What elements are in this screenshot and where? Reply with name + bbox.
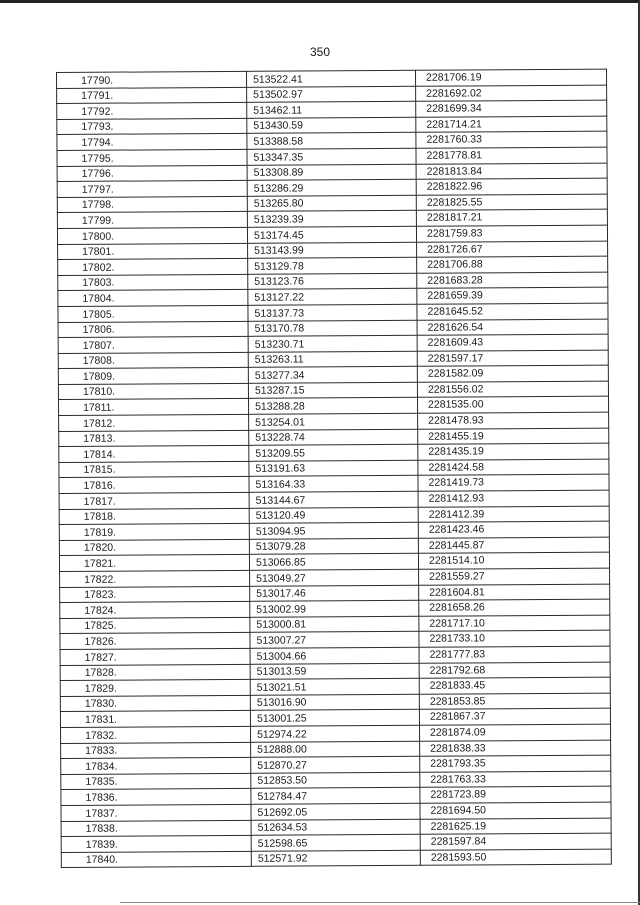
northing-cell: 2281604.81 [419, 584, 610, 601]
northing-cell: 2281838.33 [420, 740, 611, 757]
easting-cell: 513049.27 [250, 569, 419, 586]
easting-cell: 512571.92 [251, 850, 420, 867]
easting-cell: 513462.11 [247, 101, 416, 118]
northing-cell: 2281833.45 [419, 677, 610, 694]
easting-cell: 512784.47 [251, 788, 420, 805]
easting-cell: 513286.29 [247, 179, 416, 196]
easting-cell: 513522.41 [246, 70, 415, 87]
northing-cell: 2281514.10 [418, 553, 609, 570]
northing-cell: 2281723.89 [420, 786, 611, 803]
easting-cell: 513164.33 [249, 476, 418, 493]
easting-cell: 513000.81 [250, 616, 419, 633]
point-number-cell: 17840. [61, 851, 251, 868]
point-number-cell: 17822. [60, 570, 250, 587]
easting-cell: 513430.59 [247, 117, 416, 134]
northing-cell: 2281778.81 [416, 147, 607, 164]
northing-cell: 2281582.09 [417, 365, 608, 382]
easting-cell: 513013.59 [250, 663, 419, 680]
point-number-cell: 17824. [60, 602, 250, 619]
point-number-cell: 17819. [59, 524, 249, 541]
easting-cell: 513254.01 [249, 413, 418, 430]
northing-cell: 2281625.19 [420, 818, 611, 835]
point-number-cell: 17806. [58, 321, 248, 338]
point-number-cell: 17793. [57, 118, 247, 135]
easting-cell: 513265.80 [247, 195, 416, 212]
northing-cell: 2281559.27 [419, 568, 610, 585]
easting-cell: 513144.67 [249, 491, 418, 508]
page-number: 350 [309, 45, 331, 59]
easting-cell: 513191.63 [249, 460, 418, 477]
northing-cell: 2281683.28 [417, 272, 608, 289]
easting-cell: 513174.45 [247, 226, 416, 243]
easting-cell: 513004.66 [250, 647, 419, 664]
point-number-cell: 17791. [57, 87, 247, 104]
northing-cell: 2281777.83 [419, 646, 610, 663]
easting-cell: 512634.53 [251, 819, 420, 836]
point-number-cell: 17797. [57, 180, 247, 197]
easting-cell: 513127.22 [248, 289, 417, 306]
point-number-cell: 17834. [61, 757, 251, 774]
northing-cell: 2281706.19 [415, 69, 606, 86]
point-number-cell: 17798. [57, 196, 247, 213]
point-number-cell: 17816. [59, 477, 249, 494]
northing-cell: 2281714.21 [416, 116, 607, 133]
point-number-cell: 17825. [60, 617, 250, 634]
point-number-cell: 17839. [61, 835, 251, 852]
point-number-cell: 17796. [57, 165, 247, 182]
point-number-cell: 17800. [57, 227, 247, 244]
easting-cell: 512598.65 [251, 834, 420, 851]
point-number-cell: 17792. [57, 103, 247, 120]
northing-cell: 2281455.19 [418, 428, 609, 445]
point-number-cell: 17801. [58, 243, 248, 260]
northing-cell: 2281793.35 [420, 755, 611, 772]
easting-cell: 513388.58 [247, 133, 416, 150]
easting-cell: 513001.25 [250, 710, 419, 727]
point-number-cell: 17837. [61, 804, 251, 821]
scan-border-top [0, 0, 640, 3]
easting-cell: 512974.22 [251, 725, 420, 742]
easting-cell: 513021.51 [250, 678, 419, 695]
easting-cell: 513230.71 [248, 335, 417, 352]
point-number-cell: 17829. [60, 679, 250, 696]
northing-cell: 2281423.46 [418, 521, 609, 538]
northing-cell: 2281706.88 [417, 256, 608, 273]
point-number-cell: 17803. [58, 274, 248, 291]
northing-cell: 2281419.73 [418, 475, 609, 492]
easting-cell: 513094.95 [249, 523, 418, 540]
easting-cell: 513308.89 [247, 164, 416, 181]
northing-cell: 2281597.84 [420, 833, 611, 850]
northing-cell: 2281645.52 [417, 303, 608, 320]
easting-cell: 513120.49 [249, 507, 418, 524]
point-number-cell: 17794. [57, 134, 247, 151]
easting-cell: 513228.74 [249, 429, 418, 446]
easting-cell: 513502.97 [247, 86, 416, 103]
northing-cell: 2281759.83 [416, 225, 607, 242]
point-number-cell: 17814. [59, 446, 249, 463]
northing-cell: 2281659.39 [417, 287, 608, 304]
easting-cell: 513129.78 [248, 257, 417, 274]
point-number-cell: 17810. [58, 383, 248, 400]
point-number-cell: 17812. [59, 414, 249, 431]
northing-cell: 2281535.00 [417, 397, 608, 414]
scan-border-bottom [120, 902, 640, 903]
point-number-cell: 17830. [60, 695, 250, 712]
point-number-cell: 17807. [58, 336, 248, 353]
easting-cell: 513016.90 [250, 694, 419, 711]
point-number-cell: 17820. [59, 539, 249, 556]
northing-cell: 2281593.50 [420, 849, 611, 866]
easting-cell: 513007.27 [250, 632, 419, 649]
point-number-cell: 17827. [60, 648, 250, 665]
point-number-cell: 17813. [59, 430, 249, 447]
northing-cell: 2281597.17 [417, 350, 608, 367]
northing-cell: 2281726.67 [417, 241, 608, 258]
point-number-cell: 17817. [59, 492, 249, 509]
easting-cell: 513209.55 [249, 445, 418, 462]
northing-cell: 2281760.33 [416, 132, 607, 149]
northing-cell: 2281699.34 [416, 100, 607, 117]
point-number-cell: 17826. [60, 633, 250, 650]
northing-cell: 2281717.10 [419, 615, 610, 632]
easting-cell: 512692.05 [251, 803, 420, 820]
northing-cell: 2281658.26 [419, 599, 610, 616]
easting-cell: 513347.35 [247, 148, 416, 165]
easting-cell: 513288.28 [248, 398, 417, 415]
point-number-cell: 17836. [61, 789, 251, 806]
point-number-cell: 17831. [60, 711, 250, 728]
northing-cell: 2281626.54 [417, 319, 608, 336]
northing-cell: 2281556.02 [417, 381, 608, 398]
point-number-cell: 17833. [61, 742, 251, 759]
point-number-cell: 17821. [59, 555, 249, 572]
point-number-cell: 17802. [58, 258, 248, 275]
point-number-cell: 17828. [60, 664, 250, 681]
point-number-cell: 17838. [61, 820, 251, 837]
easting-cell: 513137.73 [248, 304, 417, 321]
easting-cell: 513170.78 [248, 320, 417, 337]
point-number-cell: 17811. [59, 399, 249, 416]
northing-cell: 2281424.58 [418, 459, 609, 476]
point-number-cell: 17805. [58, 305, 248, 322]
easting-cell: 512870.27 [251, 756, 420, 773]
point-number-cell: 17795. [57, 149, 247, 166]
northing-cell: 2281763.33 [420, 771, 611, 788]
northing-cell: 2281792.68 [419, 662, 610, 679]
northing-cell: 2281874.09 [419, 724, 610, 741]
northing-cell: 2281412.39 [418, 506, 609, 523]
point-number-cell: 17815. [59, 461, 249, 478]
easting-cell: 512888.00 [251, 741, 420, 758]
northing-cell: 2281817.21 [416, 209, 607, 226]
northing-cell: 2281609.43 [417, 334, 608, 351]
easting-cell: 513066.85 [249, 554, 418, 571]
easting-cell: 513239.39 [247, 211, 416, 228]
point-number-cell: 17804. [58, 290, 248, 307]
point-number-cell: 17823. [60, 586, 250, 603]
easting-cell: 513123.76 [248, 273, 417, 290]
easting-cell: 513263.11 [248, 351, 417, 368]
easting-cell: 513079.28 [249, 538, 418, 555]
point-number-cell: 17808. [58, 352, 248, 369]
northing-cell: 2281692.02 [416, 85, 607, 102]
table-row [61, 849, 611, 868]
easting-cell: 513287.15 [248, 382, 417, 399]
northing-cell: 2281813.84 [416, 163, 607, 180]
northing-cell: 2281412.93 [418, 490, 609, 507]
point-number-cell: 17799. [57, 212, 247, 229]
easting-cell: 513277.34 [248, 367, 417, 384]
northing-cell: 2281853.85 [419, 693, 610, 710]
northing-cell: 2281733.10 [419, 631, 610, 648]
point-number-cell: 17809. [58, 368, 248, 385]
northing-cell: 2281694.50 [420, 802, 611, 819]
point-number-cell: 17835. [61, 773, 251, 790]
northing-cell: 2281445.87 [418, 537, 609, 554]
northing-cell: 2281825.55 [416, 194, 607, 211]
point-number-cell: 17832. [61, 726, 251, 743]
easting-cell: 512853.50 [251, 772, 420, 789]
coordinate-table [56, 69, 612, 869]
northing-cell: 2281435.19 [418, 443, 609, 460]
easting-cell: 513002.99 [250, 600, 419, 617]
northing-cell: 2281867.37 [419, 708, 610, 725]
easting-cell: 513143.99 [248, 242, 417, 259]
point-number-cell: 17790. [57, 71, 247, 88]
northing-cell: 2281822.96 [416, 178, 607, 195]
northing-cell: 2281478.93 [418, 412, 609, 429]
point-number-cell: 17818. [59, 508, 249, 525]
easting-cell: 513017.46 [250, 585, 419, 602]
coordinate-table-body [57, 69, 612, 868]
coordinate-table-wrapper [56, 69, 577, 868]
